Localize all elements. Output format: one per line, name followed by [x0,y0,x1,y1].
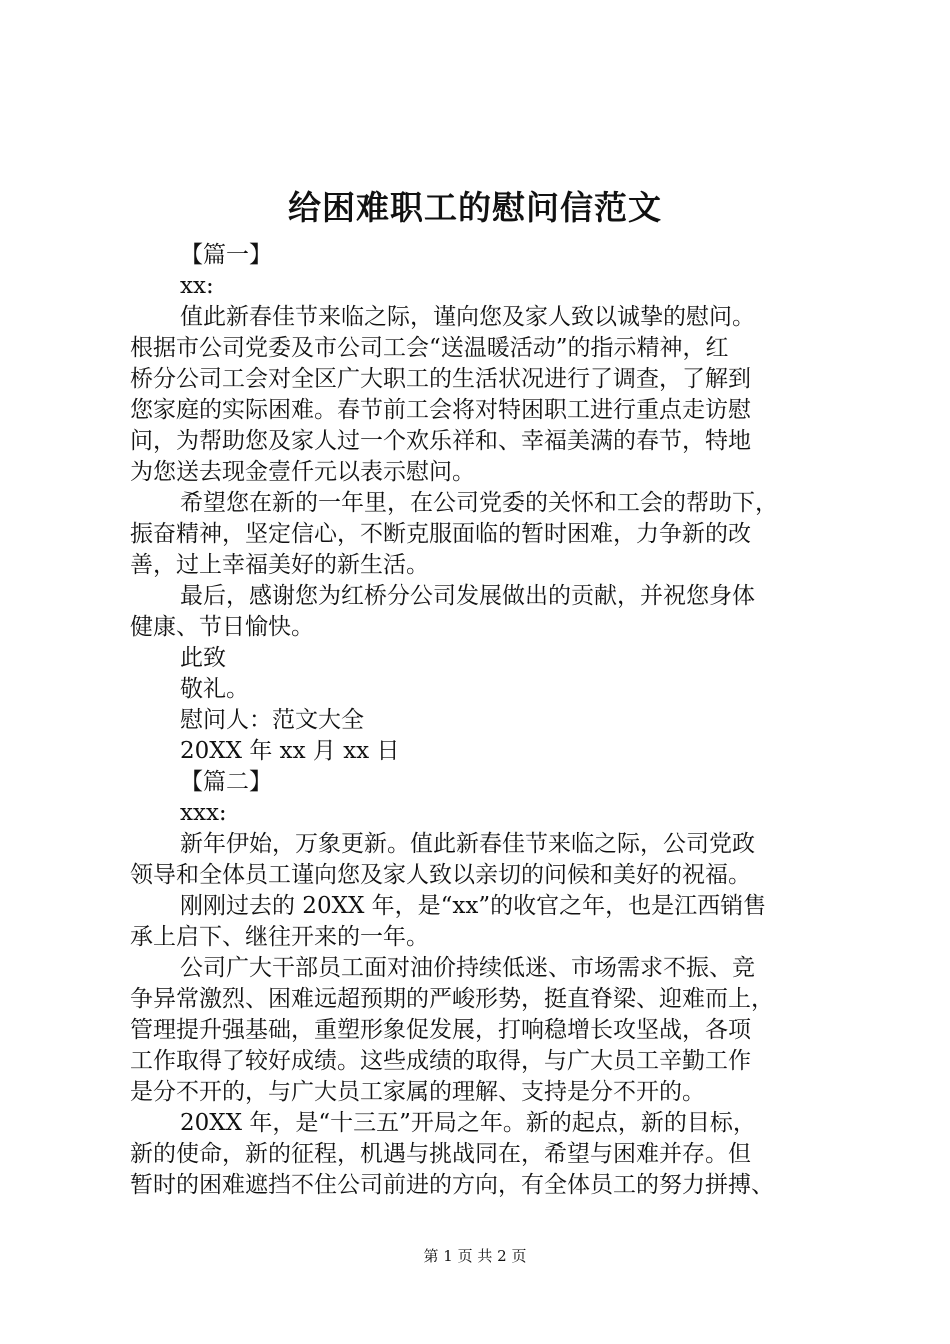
paragraph-line: 振奋精神，坚定信心，不断克服面临的暂时困难，力争新的改 [130,521,751,547]
paragraph-line: 是分不开的，与广大员工家属的理解、支持是分不开的。 [130,1079,705,1105]
salutation: xxx: [180,800,227,826]
paragraph-line: 善，过上幸福美好的新生活。 [130,552,429,578]
closing-line: 敬礼。 [180,676,249,702]
paragraph-line: 健康、节日愉快。 [130,614,314,640]
date-line: 20XX 年 xx 月 xx 日 [180,738,400,764]
paragraph-line: 公司广大干部员工面对油价持续低迷、市场需求不振、竞 [180,955,755,981]
paragraph-line: 工作取得了较好成绩。这些成绩的取得，与广大员工辛勤工作 [130,1048,751,1074]
paragraph-line: 争异常激烈、困难远超预期的严峻形势，挺直脊梁、迎难而上， [130,986,774,1012]
salutation: xx: [180,273,214,299]
paragraph-line: 承上启下、继往开来的一年。 [130,924,429,950]
paragraph-line: 希望您在新的一年里，在公司党委的关怀和工会的帮助下， [180,490,778,516]
document-body [130,240,842,1201]
page-footer: 第 1 页 共 2 页 [423,1247,527,1265]
paragraph-line: 领导和全体员工谨向您及家人致以亲切的问候和美好的祝福。 [130,862,751,888]
paragraph-line: 您家庭的实际困难。春节前工会将对特困职工进行重点走访慰 [130,397,751,423]
paragraph-line: 根据市公司党委及市公司工会“送温暖活动”的指示精神，红 [130,335,729,361]
paragraph-line: 为您送去现金壹仟元以表示慰问。 [130,459,475,485]
paragraph-line: 新的使命，新的征程，机遇与挑战同在，希望与困难并存。但 [130,1141,751,1167]
paragraph-line: 刚刚过去的 20XX 年，是“xx”的收官之年，也是江西销售 [180,893,767,919]
paragraph-line: 最后，感谢您为红桥分公司发展做出的贡献，并祝您身体 [180,583,755,609]
paragraph-line: 值此新春佳节来临之际，谨向您及家人致以诚挚的慰问。 [180,304,755,330]
paragraph-line: 暂时的困难遮挡不住公司前进的方向，有全体员工的努力拼搏、 [130,1172,774,1198]
section-heading: 【篇一】 [180,242,272,268]
signature-line: 慰问人：范文大全 [180,707,364,733]
paragraph-line: 管理提升强基础，重塑形象促发展，打响稳增长攻坚战，各项 [130,1017,751,1043]
paragraph-line: 问，为帮助您及家人过一个欢乐祥和、幸福美满的春节，特地 [130,428,751,454]
paragraph-line: 桥分公司工会对全区广大职工的生活状况进行了调查，了解到 [130,366,751,392]
paragraph-line: 新年伊始，万象更新。值此新春佳节来临之际，公司党政 [180,831,755,857]
section-heading: 【篇二】 [180,769,272,795]
document-title: 给困难职工的慰问信范文 [288,188,662,227]
paragraph-line: 20XX 年，是“十三五”开局之年。新的起点，新的目标， [180,1110,756,1136]
closing-line: 此致 [180,645,226,671]
